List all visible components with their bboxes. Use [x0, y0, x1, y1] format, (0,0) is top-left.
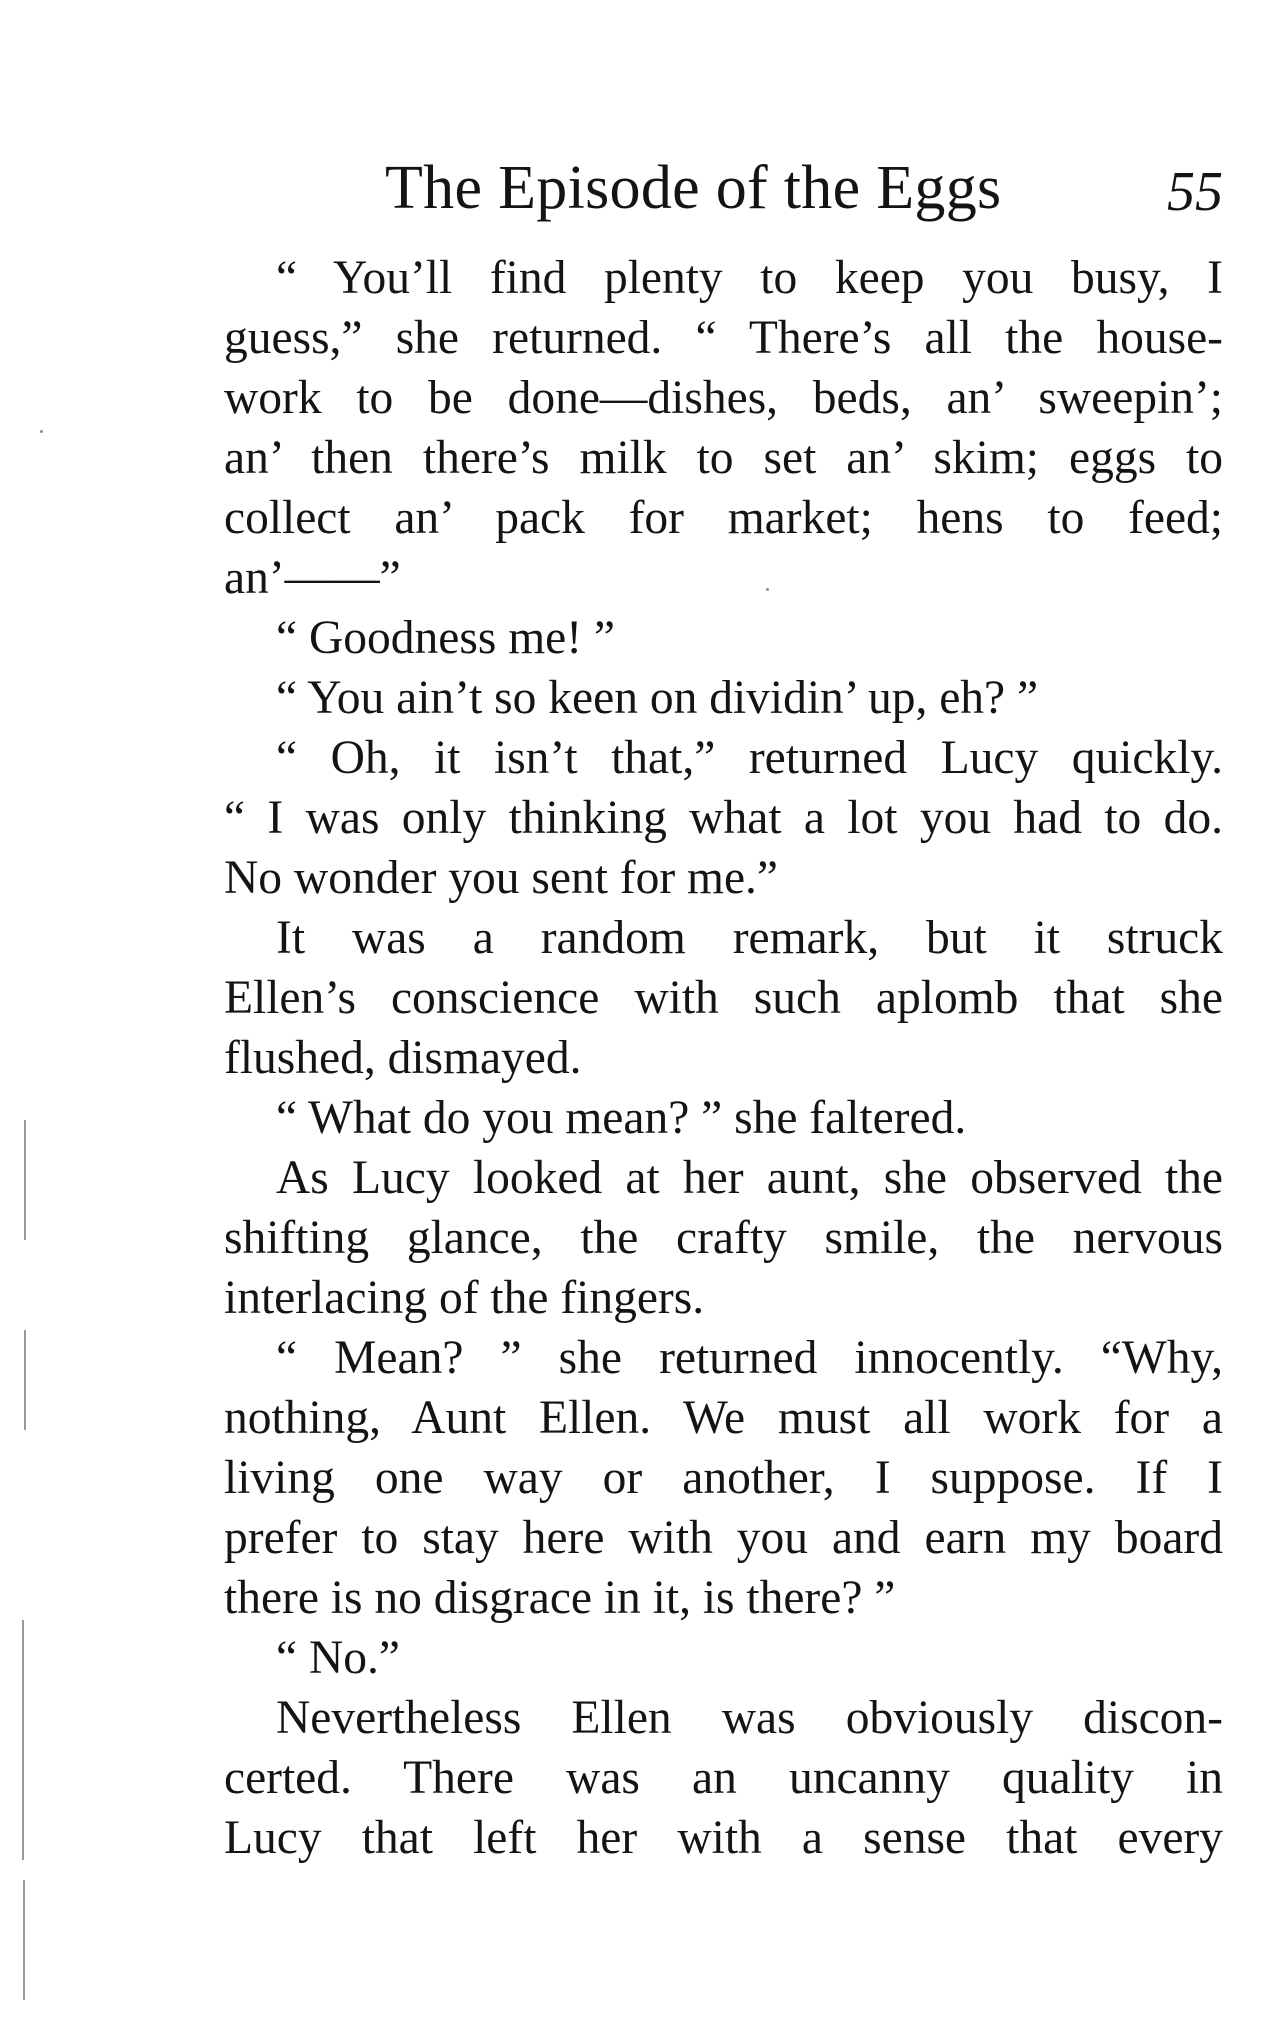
- text-line: “ Oh, it isn’t that,” returned Lucy quickly.: [276, 732, 1223, 784]
- text-line: As Lucy looked at her aunt, she observed the: [276, 1152, 1223, 1204]
- text-line: an’ then there’s milk to set an’ skim; eggs to: [224, 432, 1223, 484]
- text-line: certed. There was an uncanny quality in: [224, 1752, 1223, 1804]
- scan-artifact-line: [23, 1880, 25, 2000]
- text-line: guess,” she returned. “ There’s all the house-: [224, 312, 1223, 364]
- text-line: prefer to stay here with you and earn my board: [224, 1512, 1223, 1564]
- text-line: “ You’ll find plenty to keep you busy, I: [276, 252, 1223, 304]
- text-line: collect an’ pack for market; hens to feed;: [224, 492, 1223, 544]
- text-line: Lucy that left her with a sense that every: [224, 1812, 1223, 1864]
- page-number: 55: [1167, 161, 1223, 223]
- text-line: living one way or another, I suppose. If I: [224, 1452, 1223, 1504]
- text-line: It was a random remark, but it struck: [276, 912, 1223, 964]
- text-line: nothing, Aunt Ellen. We must all work for a: [224, 1392, 1223, 1444]
- text-line: “ Goodness me! ”: [276, 612, 615, 664]
- text-line: “ Mean? ” she returned innocently. “Why,: [276, 1332, 1223, 1384]
- text-line: No wonder you sent for me.”: [224, 852, 779, 904]
- text-line: there is no disgrace in it, is there? ”: [224, 1572, 896, 1624]
- scan-artifact-line: [22, 1620, 24, 1860]
- text-line: Ellen’s conscience with such aplomb that she: [224, 972, 1223, 1024]
- text-line: “ I was only thinking what a lot you had to do.: [224, 792, 1223, 844]
- running-head-title: The Episode of the Eggs: [385, 154, 1002, 222]
- text-line: an’——”: [224, 552, 401, 604]
- running-head: [385, 148, 1223, 228]
- text-line: shifting glance, the crafty smile, the nervous: [224, 1212, 1223, 1264]
- text-line: interlacing of the fingers.: [224, 1272, 705, 1324]
- text-line: “ No.”: [276, 1632, 400, 1684]
- scan-artifact-line: [24, 1330, 26, 1430]
- scan-speck: [40, 430, 43, 433]
- text-line: Nevertheless Ellen was obviously discon-: [276, 1692, 1223, 1744]
- text-line: flushed, dismayed.: [224, 1032, 582, 1084]
- body-text: [224, 248, 1223, 1868]
- text-line: work to be done—dishes, beds, an’ sweepin’;: [224, 372, 1223, 424]
- text-line: “ You ain’t so keen on dividin’ up, eh? ”: [276, 672, 1039, 724]
- text-line: “ What do you mean? ” she faltered.: [276, 1092, 967, 1144]
- scan-artifact-line: [24, 1120, 26, 1240]
